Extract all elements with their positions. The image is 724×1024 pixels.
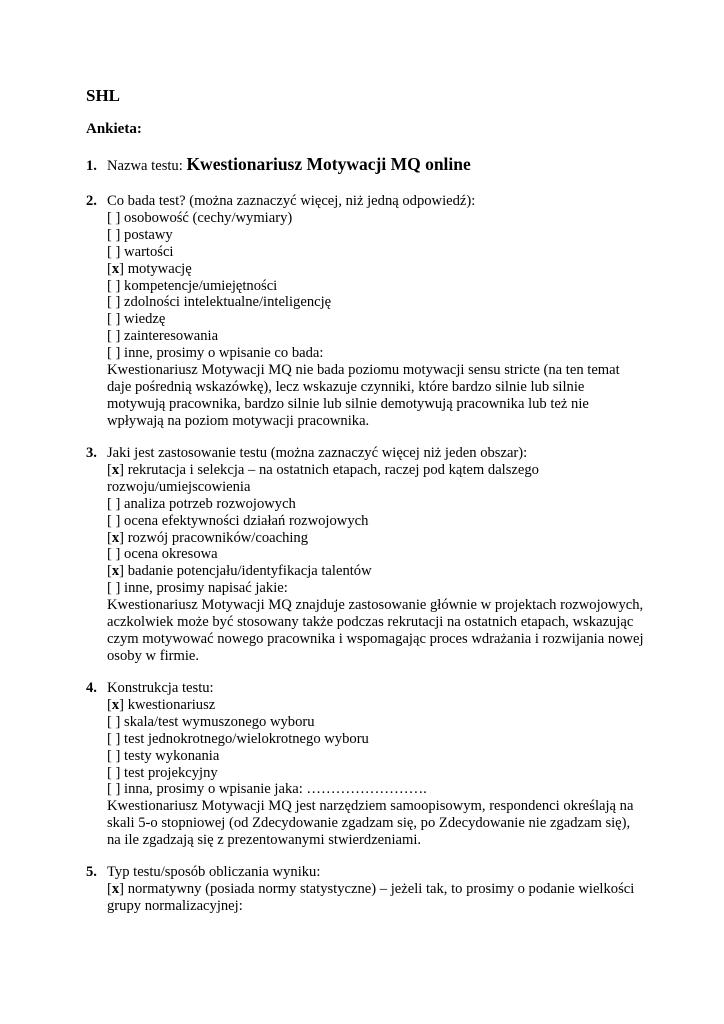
checkbox-option[interactable]: [x] badanie potencjału/identyfikacja talentów xyxy=(107,563,372,580)
checkbox-mark xyxy=(112,311,116,327)
question-number: 3. xyxy=(86,445,97,461)
option-label: inna, prosimy o wpisanie jaka: ……………………. xyxy=(124,781,427,798)
checkbox-option[interactable]: [ ] zdolności intelektualne/inteligencję xyxy=(107,294,332,311)
option-label: badanie potencjału/identyfikacja talentów xyxy=(127,563,372,580)
question-1 xyxy=(86,156,646,175)
option-label: zainteresowania xyxy=(124,328,219,345)
option-label: wartości xyxy=(124,243,174,260)
option-label: skala/test wymuszonego wyboru xyxy=(124,713,315,730)
question-text: Jaki jest zastosowanie testu (można zaznaczyć więcej niż jeden obszar): xyxy=(107,445,528,461)
option-list xyxy=(107,210,646,362)
option-label: zdolności intelektualne/inteligencję xyxy=(124,294,332,311)
option-label: testy wykonania xyxy=(124,747,220,764)
option-label: normatywny (posiada normy statystyczne) – jeżeli tak, to prosimy o podanie wielkości grupy normalizacyjnej: xyxy=(107,880,635,914)
option-label: test jednokrotnego/wielokrotnego wyboru xyxy=(124,730,369,747)
option-list xyxy=(107,496,646,597)
option-label: ocena okresowa xyxy=(124,546,218,563)
checkbox-mark xyxy=(112,513,116,529)
checkbox-option[interactable]: [ ] inne, prosimy o wpisanie co bada: xyxy=(107,345,324,362)
question-number: 5. xyxy=(86,864,97,880)
question-number: 2. xyxy=(86,193,97,209)
checkbox-mark: x xyxy=(111,563,120,580)
answer-comment: Kwestionariusz Motywacji MQ znajduje zastosowanie głównie w projektach rozwojowych, aczkolwiek może być stosowany także podczas rekrutacji na ostatnich etapach, wskazując czym motywować nowego pracownika i wspomagając proces wdrażania i rozwijania nowej osoby w firmie. xyxy=(107,597,644,664)
option-label: analiza potrzeb rozwojowych xyxy=(124,495,296,512)
question-text: Typ testu/sposób obliczania wyniku: xyxy=(107,864,321,880)
checkbox-mark: x xyxy=(111,880,120,897)
answer-comment: Kwestionariusz Motywacji MQ nie bada poziomu motywacji sensu stricte (na ten temat daje pośrednią wskazówkę), lecz wskazuje czynniki, które bardzo silnie lub silnie motywują pracownika, bardzo silnie lub silnie demotywują pracownika lub też nie wpływają na poziom motywacji pracownika. xyxy=(107,362,620,429)
question-5 xyxy=(86,864,646,915)
checkbox-option[interactable]: [ ] ocena efektywności działań rozwojowych xyxy=(107,512,369,529)
question-text: Konstrukcja testu: xyxy=(107,680,214,696)
checkbox-mark xyxy=(112,244,116,260)
checkbox-option[interactable]: [x] kwestionariusz xyxy=(107,696,216,713)
checkbox-option[interactable]: [ ] kompetencje/umiejętności xyxy=(107,277,278,294)
checkbox-mark xyxy=(112,765,116,781)
checkbox-option[interactable]: [ ] inne, prosimy napisać jakie: xyxy=(107,580,288,597)
checkbox-mark: x xyxy=(111,461,120,478)
checkbox-mark xyxy=(112,496,116,512)
checkbox-option[interactable]: [ ] wiedzę xyxy=(107,311,166,328)
checkbox-mark xyxy=(112,781,116,797)
checkbox-mark xyxy=(112,546,116,562)
option-label: rekrutacja i selekcja – na ostatnich etapach, raczej pod kątem dalszego rozwoju/umiejscowienia xyxy=(107,461,539,495)
option-label: kompetencje/umiejętności xyxy=(124,277,278,294)
option-label: ocena efektywności działań rozwojowych xyxy=(124,512,369,529)
checkbox-option[interactable]: [ ] testy wykonania xyxy=(107,747,220,764)
option-label: inne, prosimy napisać jakie: xyxy=(124,580,288,597)
brand-name: SHL xyxy=(86,86,121,105)
option-label: osobowość (cechy/wymiary) xyxy=(124,209,293,226)
option-label: inne, prosimy o wpisanie co bada: xyxy=(124,345,324,362)
option-label: postawy xyxy=(124,226,173,243)
checkbox-mark xyxy=(112,345,116,361)
test-name-value: Kwestionariusz Motywacji MQ online xyxy=(186,154,471,174)
question-2 xyxy=(86,193,646,430)
checkbox-option[interactable]: [ ] ocena okresowa xyxy=(107,546,218,563)
checkbox-mark xyxy=(112,748,116,764)
checkbox-mark: x xyxy=(111,529,120,546)
checkbox-mark: x xyxy=(111,260,120,277)
checkbox-option[interactable]: [ ] inna, prosimy o wpisanie jaka: ……………………. xyxy=(107,781,427,798)
checkbox-mark xyxy=(112,278,116,294)
question-text: Co bada test? (można zaznaczyć więcej, niż jedną odpowiedź): xyxy=(107,193,476,209)
checkbox-option[interactable]: [x] normatywny (posiada normy statystyczne) – jeżeli tak, to prosimy o podanie wielkości grupy normalizacyjnej: xyxy=(107,880,635,914)
checkbox-option[interactable]: [x] rekrutacja i selekcja – na ostatnich etapach, raczej pod kątem dalszego rozwoju/umiejscowienia xyxy=(107,461,539,495)
checkbox-option[interactable]: [x] rozwój pracowników/coaching xyxy=(107,529,309,546)
checkbox-option[interactable]: [ ] postawy xyxy=(107,226,173,243)
option-label: rozwój pracowników/coaching xyxy=(127,529,309,546)
question-number: 4. xyxy=(86,680,97,696)
option-label: wiedzę xyxy=(124,311,166,328)
option-label: kwestionariusz xyxy=(127,696,216,713)
option-label: test projekcyjny xyxy=(124,764,218,781)
checkbox-option[interactable]: [ ] analiza potrzeb rozwojowych xyxy=(107,495,296,512)
checkbox-mark: x xyxy=(111,696,120,713)
checkbox-mark xyxy=(112,227,116,243)
checkbox-mark xyxy=(112,328,116,344)
survey-heading: Ankieta: xyxy=(86,121,142,137)
checkbox-option[interactable]: [ ] osobowość (cechy/wymiary) xyxy=(107,209,293,226)
checkbox-option[interactable]: [ ] test projekcyjny xyxy=(107,764,218,781)
checkbox-option[interactable]: [ ] wartości xyxy=(107,243,174,260)
test-name-label: Nazwa testu: xyxy=(107,158,183,174)
question-4 xyxy=(86,680,646,849)
answer-comment: Kwestionariusz Motywacji MQ jest narzędziem samoopisowym, respondenci określają na skali 5-o stopniowej (od Zdecydowanie zgadzam się, po Zdecydowanie nie zgadzam się), na ile zgadzają się z prezentowanymi stwierdzeniami. xyxy=(107,798,634,849)
checkbox-mark xyxy=(112,294,116,310)
checkbox-option[interactable]: [x] motywację xyxy=(107,260,192,277)
checkbox-option[interactable]: [ ] test jednokrotnego/wielokrotnego wyboru xyxy=(107,730,369,747)
checkbox-mark xyxy=(112,731,116,747)
option-list xyxy=(107,697,646,798)
checkbox-mark xyxy=(112,210,116,226)
question-number: 1. xyxy=(86,158,97,174)
checkbox-mark xyxy=(112,580,116,596)
question-3 xyxy=(86,445,646,665)
checkbox-mark xyxy=(112,714,116,730)
checkbox-option[interactable]: [ ] skala/test wymuszonego wyboru xyxy=(107,713,315,730)
option-label: motywację xyxy=(127,260,192,277)
checkbox-option[interactable]: [ ] zainteresowania xyxy=(107,328,219,345)
